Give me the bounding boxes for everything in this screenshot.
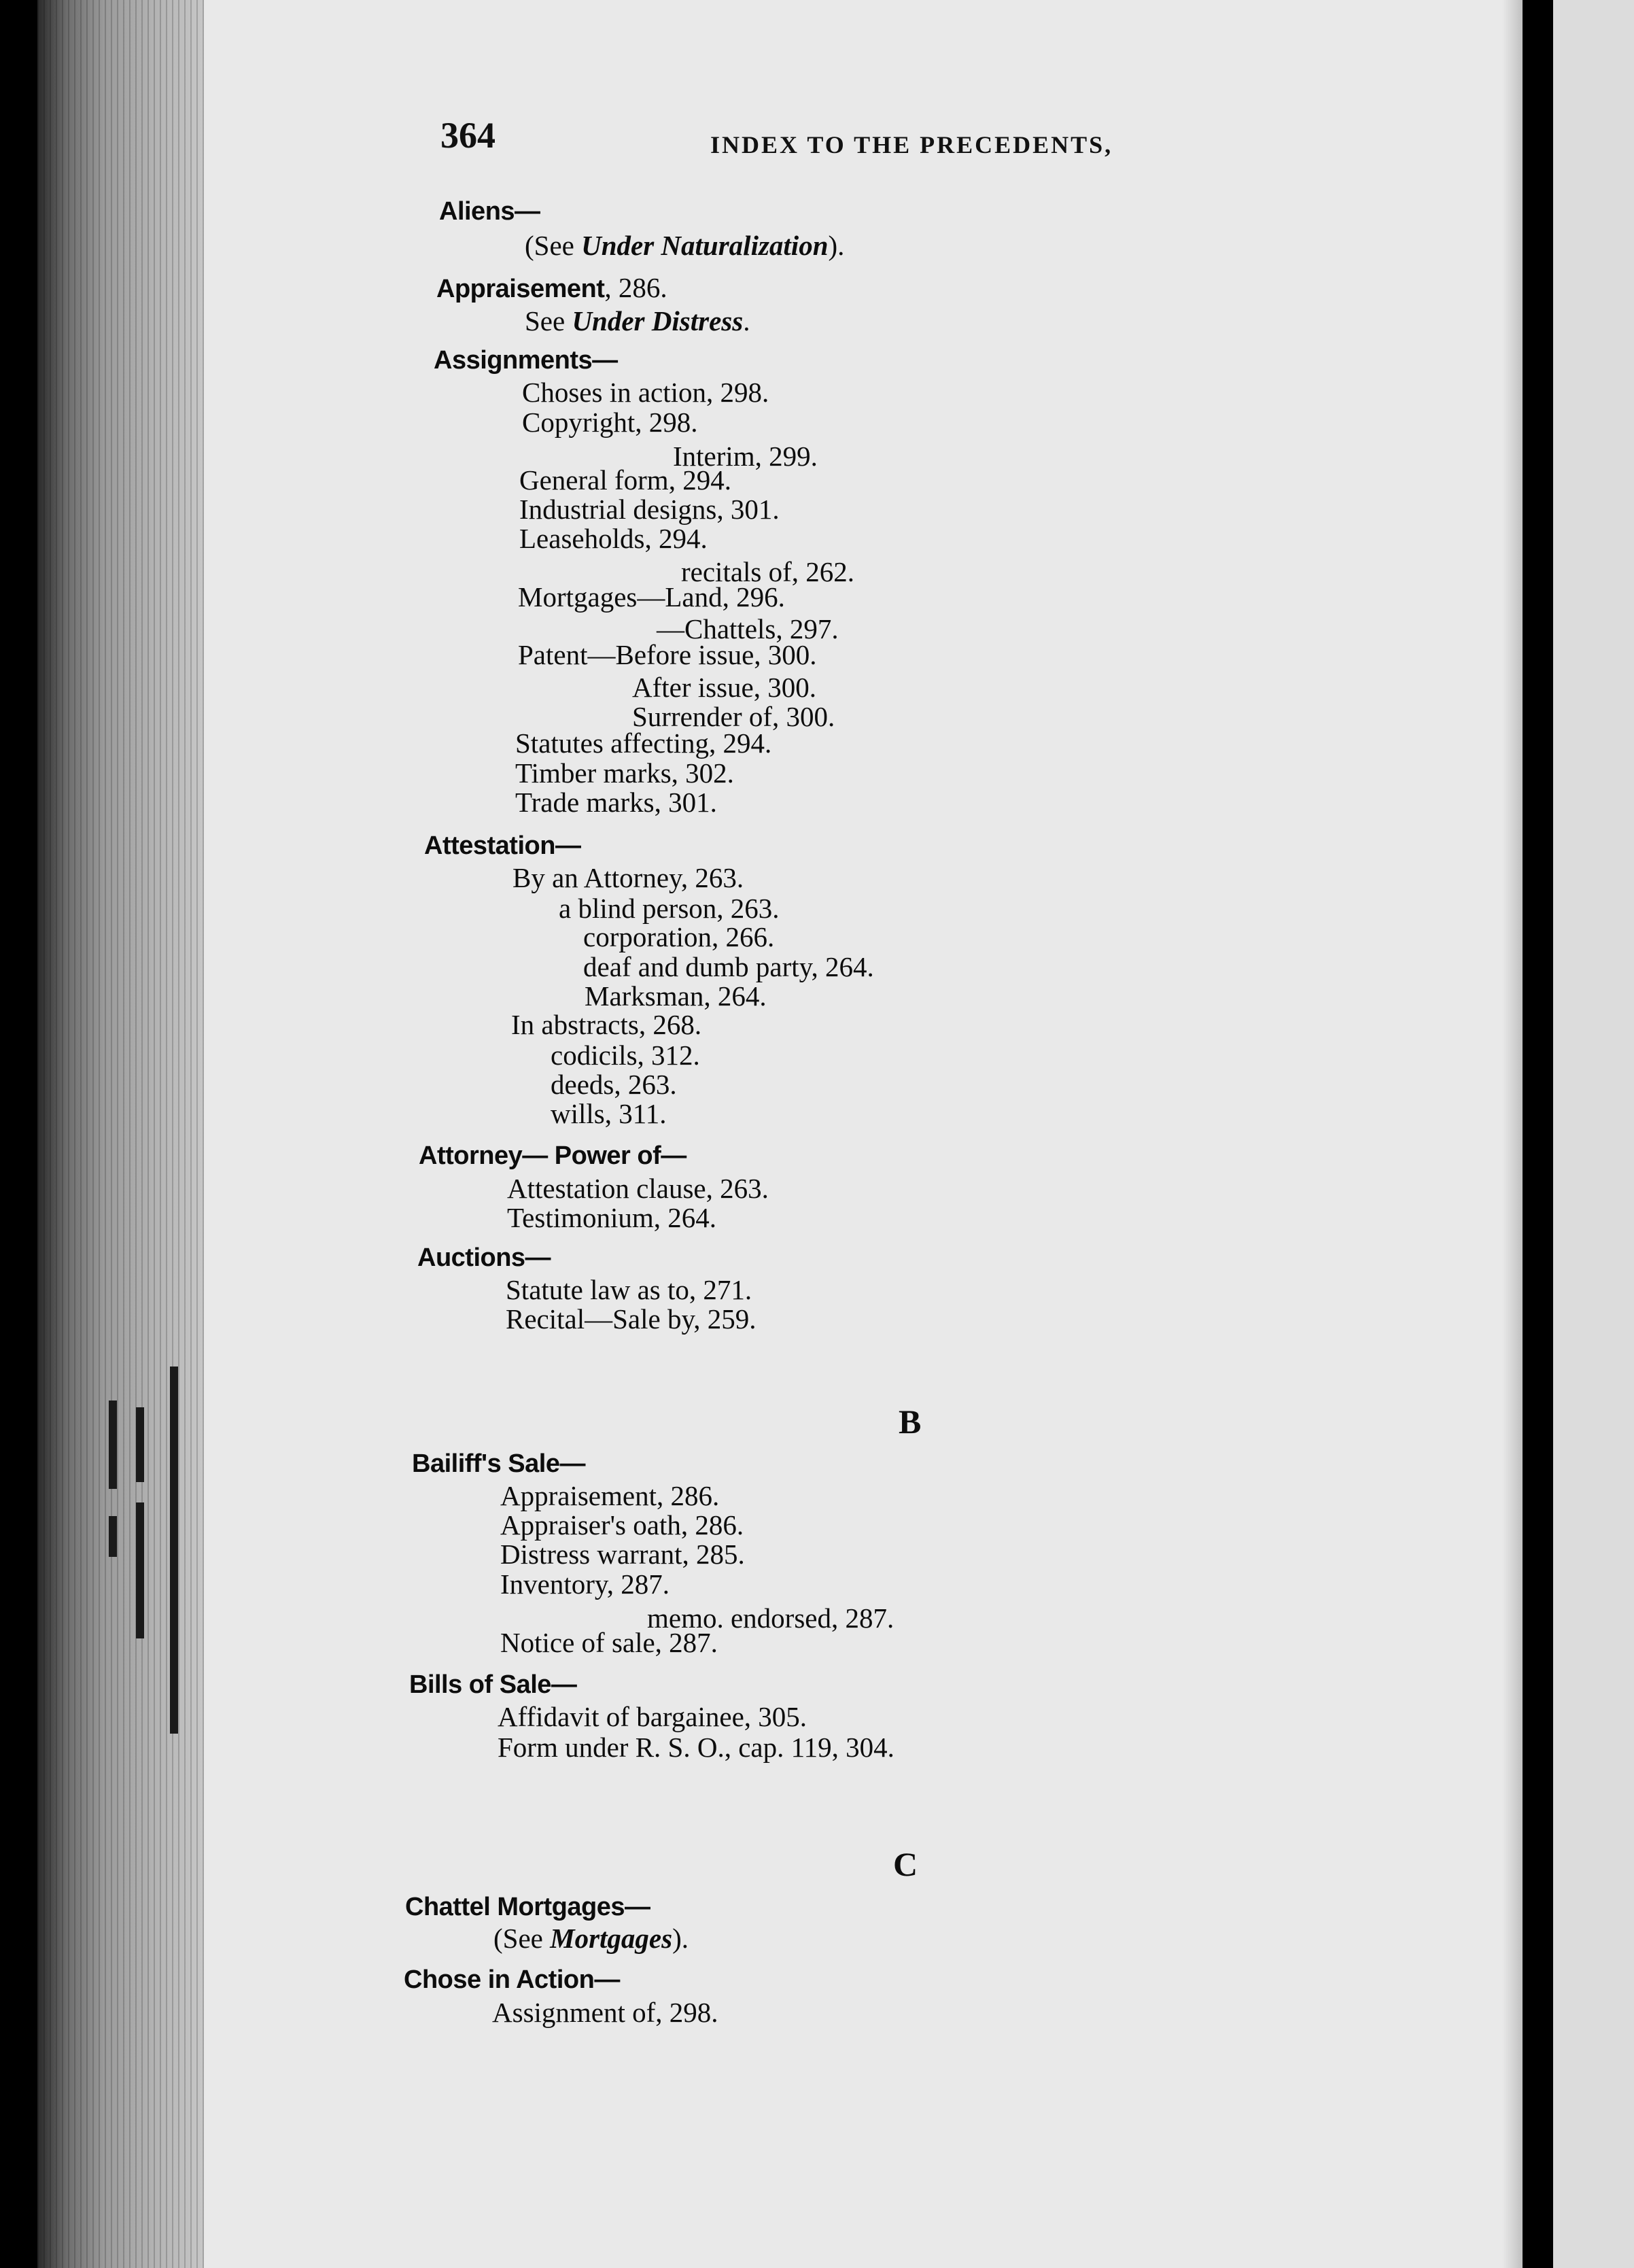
index-entry: —Chattels, 297. xyxy=(657,613,839,645)
facing-page-strip xyxy=(1553,0,1634,2268)
index-heading: Bills of Sale— xyxy=(409,1670,577,1699)
section-letter: B xyxy=(899,1403,922,1441)
index-entry: Patent—Before issue, 300. xyxy=(518,639,817,670)
index-entry: Appraisement, 286. xyxy=(500,1480,720,1511)
index-entry: Recital—Sale by, 259. xyxy=(506,1303,757,1335)
index-entry: Leaseholds, 294. xyxy=(519,523,708,554)
index-entry: Trade marks, 301. xyxy=(515,787,717,818)
index-heading: Aliens— xyxy=(439,197,540,226)
index-entry: deeds, 263. xyxy=(551,1069,677,1100)
index-entry: Mortgages—Land, 296. xyxy=(518,581,785,613)
index-entry: After issue, 300. xyxy=(632,672,817,703)
index-entry: (See Under Naturalization). xyxy=(525,230,845,261)
running-header: INDEX TO THE PRECEDENTS, xyxy=(710,131,1113,158)
index-entry: recitals of, 262. xyxy=(681,556,855,587)
spine-mark xyxy=(136,1502,144,1638)
index-entry: memo. endorsed, 287. xyxy=(647,1602,894,1634)
index-entry: wills, 311. xyxy=(551,1098,667,1129)
index-entry: Affidavit of bargainee, 305. xyxy=(498,1701,807,1732)
index-entry: codicils, 312. xyxy=(551,1040,700,1071)
index-entry: Assignment of, 298. xyxy=(492,1997,718,2028)
spine-mark xyxy=(109,1401,117,1489)
index-entry: a blind person, 263. xyxy=(559,893,780,924)
index-entry: Distress warrant, 285. xyxy=(500,1539,745,1570)
index-heading: Auctions— xyxy=(417,1243,551,1272)
index-entry: Appraiser's oath, 286. xyxy=(500,1509,744,1541)
index-entry: corporation, 266. xyxy=(583,921,775,952)
index-entry: Choses in action, 298. xyxy=(522,377,769,408)
spine-mark xyxy=(109,1516,117,1557)
index-entry: (See Mortgages). xyxy=(493,1923,689,1954)
index-entry: Industrial designs, 301. xyxy=(519,494,780,525)
page-stack-edge xyxy=(37,0,204,2268)
index-entry: Surrender of, 300. xyxy=(632,701,835,732)
index-entry: In abstracts, 268. xyxy=(511,1009,702,1040)
index-heading: Chose in Action— xyxy=(404,1965,620,1994)
index-entry: Form under R. S. O., cap. 119, 304. xyxy=(498,1732,894,1763)
index-entry: Interim, 299. xyxy=(673,441,818,472)
index-entry: Statutes affecting, 294. xyxy=(515,727,772,759)
page-number: 364 xyxy=(440,115,496,156)
index-heading: Attestation— xyxy=(424,831,581,860)
index-entry: Statute law as to, 271. xyxy=(506,1274,752,1305)
index-entry: deaf and dumb party, 264. xyxy=(583,951,874,982)
index-heading: Attorney— Power of— xyxy=(419,1141,686,1170)
index-entry: Notice of sale, 287. xyxy=(500,1627,718,1658)
index-heading: Chattel Mortgages— xyxy=(405,1893,650,1921)
index-entry: By an Attorney, 263. xyxy=(512,862,744,893)
spine-mark xyxy=(170,1367,178,1734)
index-heading: Assignments— xyxy=(434,346,618,375)
spine-mark xyxy=(136,1407,144,1482)
index-entry: See Under Distress. xyxy=(525,305,750,337)
index-entry: Inventory, 287. xyxy=(500,1568,670,1600)
index-heading: Bailiff's Sale— xyxy=(412,1449,585,1478)
index-entry: Attestation clause, 263. xyxy=(507,1173,769,1204)
index-entry: Timber marks, 302. xyxy=(515,757,734,789)
spine-shadow xyxy=(1502,0,1543,2268)
page-edge-lines xyxy=(37,0,204,2268)
index-page xyxy=(204,0,1523,2268)
index-entry: Copyright, 298. xyxy=(522,407,698,438)
index-entry: General form, 294. xyxy=(519,464,731,496)
spine-marks xyxy=(109,1367,190,1747)
index-entry: Testimonium, 264. xyxy=(507,1202,717,1233)
index-heading: Appraisement, 286. xyxy=(436,272,667,303)
section-letter: C xyxy=(893,1845,918,1883)
index-entry: Marksman, 264. xyxy=(585,980,767,1012)
